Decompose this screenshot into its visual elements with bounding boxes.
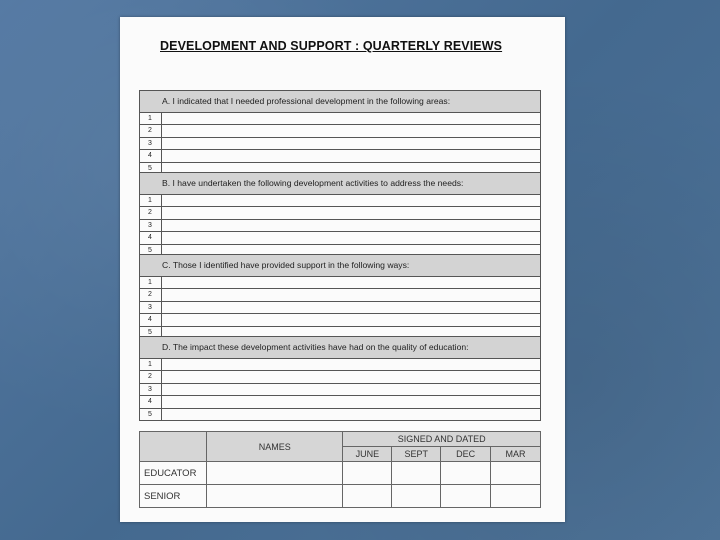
month-june-header: JUNE [343,447,392,462]
educator-mar-cell[interactable] [491,462,541,485]
section-c [139,254,541,339]
section-b-heading: B. I have undertaken the following development activities to address the needs: [140,173,540,195]
names-header: NAMES [206,432,343,462]
document-title: DEVELOPMENT AND SUPPORT : QUARTERLY REVIEWS [160,39,503,53]
row-number: 3 [140,302,162,313]
senior-sept-cell[interactable] [392,485,441,508]
section-d-row[interactable] [140,384,540,396]
section-c-row[interactable] [140,277,540,289]
section-a-row[interactable] [140,125,540,137]
section-b-row[interactable] [140,220,540,232]
row-number: 5 [140,409,162,420]
row-number: 4 [140,232,162,243]
senior-june-cell[interactable] [343,485,392,508]
month-sept-header: SEPT [392,447,441,462]
corner-cell [140,432,207,462]
month-dec-header: DEC [441,447,491,462]
section-d [139,336,541,421]
row-number: 3 [140,384,162,395]
section-c-row[interactable] [140,289,540,301]
section-a [139,90,541,175]
section-d-row[interactable] [140,409,540,420]
educator-dec-cell[interactable] [441,462,491,485]
section-a-row[interactable] [140,150,540,162]
educator-sept-cell[interactable] [392,462,441,485]
section-d-row[interactable] [140,396,540,408]
document-page [120,17,565,522]
section-c-row[interactable] [140,302,540,314]
senior-label: SENIOR [140,485,207,508]
row-number: 1 [140,113,162,124]
section-d-row[interactable] [140,359,540,371]
row-number: 4 [140,396,162,407]
month-mar-header: MAR [491,447,541,462]
section-b-row[interactable] [140,232,540,244]
row-number: 2 [140,371,162,382]
row-number: 4 [140,150,162,161]
row-number: 1 [140,359,162,370]
row-number: 4 [140,314,162,325]
row-number: 5 [140,163,162,174]
signoff-table [139,431,541,508]
section-b-row[interactable] [140,207,540,219]
section-c-heading: C. Those I identified have provided support in the following ways: [140,255,540,277]
signed-dated-header: SIGNED AND DATED [343,432,541,447]
row-number: 2 [140,207,162,218]
row-number: 3 [140,220,162,231]
section-a-row[interactable] [140,138,540,150]
section-a-row[interactable] [140,113,540,125]
row-number: 2 [140,289,162,300]
senior-name-cell[interactable] [206,485,343,508]
section-c-row[interactable] [140,314,540,326]
senior-mar-cell[interactable] [491,485,541,508]
educator-june-cell[interactable] [343,462,392,485]
educator-label: EDUCATOR [140,462,207,485]
section-b [139,172,541,257]
row-number: 1 [140,277,162,288]
section-a-heading: A. I indicated that I needed professional development in the following areas: [140,91,540,113]
row-number: 5 [140,245,162,256]
row-number: 2 [140,125,162,136]
section-b-row[interactable] [140,195,540,207]
section-d-heading: D. The impact these development activities have had on the quality of education: [140,337,540,359]
row-number: 3 [140,138,162,149]
educator-name-cell[interactable] [206,462,343,485]
senior-dec-cell[interactable] [441,485,491,508]
section-d-row[interactable] [140,371,540,383]
row-number: 1 [140,195,162,206]
row-number: 5 [140,327,162,338]
